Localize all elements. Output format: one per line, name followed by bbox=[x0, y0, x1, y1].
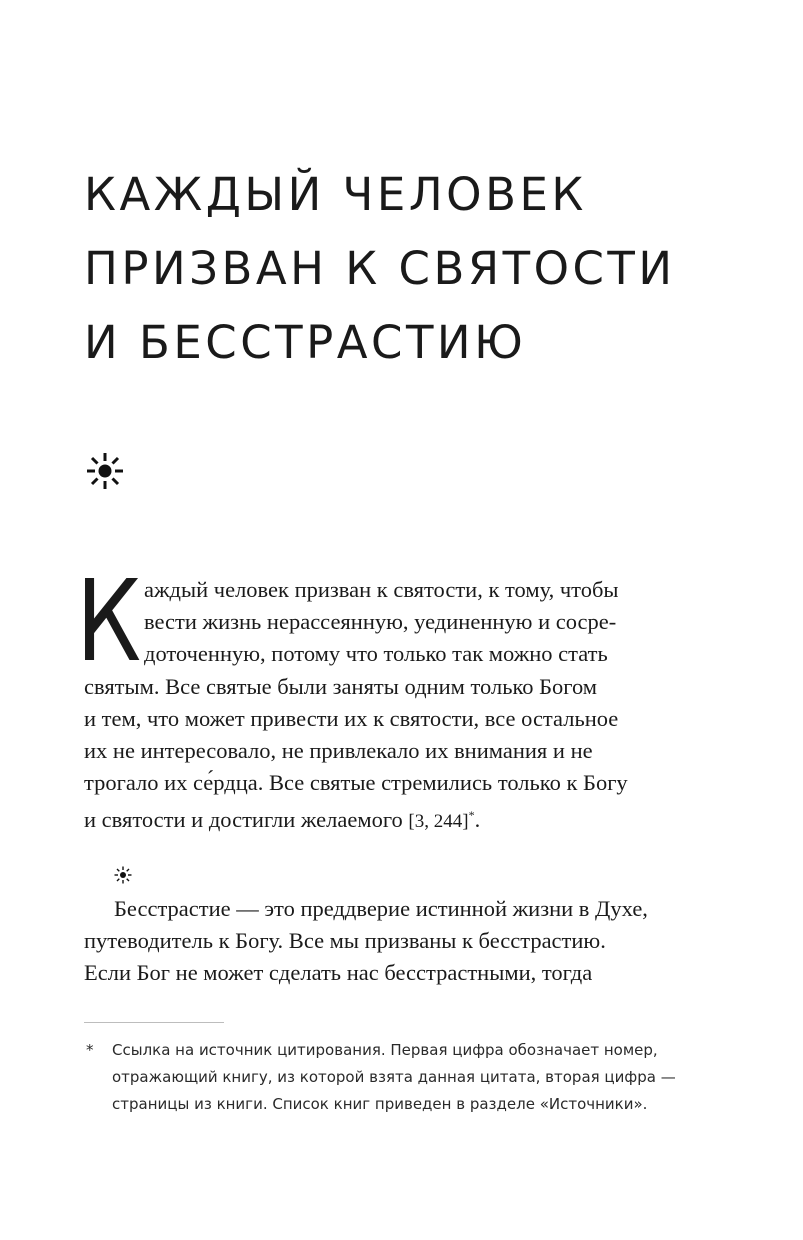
text-line: путеводитель к Богу. Все мы призваны к бесстрастию. bbox=[84, 928, 606, 954]
footnote-line: отражающий книгу, из которой взята данная цитата, вторая цифра — bbox=[112, 1068, 676, 1086]
text-fragment: и святости и достигли желаемого bbox=[84, 807, 409, 833]
text-line: трогало их се́рдца. Все святые стремились только к Богу bbox=[84, 770, 628, 796]
chapter-title bbox=[84, 158, 724, 380]
citation-reference bbox=[408, 808, 475, 833]
text-line: вести жизнь нерассеянную, уединенную и сосре- bbox=[144, 609, 617, 635]
footnote-mark: * bbox=[86, 1041, 94, 1059]
text-line: святым. Все святые были заняты одним только Богом bbox=[84, 673, 598, 699]
text-line: Если Бог не может сделать нас бесстрастными, тогда bbox=[84, 960, 593, 986]
chapter-title-line-2: ПРИЗВАН К СВЯТОСТИ bbox=[84, 242, 676, 296]
footnote-text bbox=[112, 1037, 684, 1118]
paragraph-1 bbox=[76, 557, 676, 839]
footnote-marker: * bbox=[468, 808, 475, 823]
text-line: аждый человек призван к святости, к тому, чтобы bbox=[144, 577, 619, 602]
citation-text: [3, 244] bbox=[408, 811, 469, 833]
text-line: и тем, что может привести их к святости, все остальное bbox=[84, 705, 619, 731]
paragraph-2 bbox=[84, 893, 676, 990]
chapter-title-line-1: КАЖДЫЙ ЧЕЛОВЕК bbox=[84, 168, 587, 222]
end-punctuation: . bbox=[474, 807, 481, 833]
text-line: их не интересовало, не привлекало их внимания и не bbox=[84, 738, 593, 764]
footnote bbox=[84, 1037, 684, 1118]
footnote-line: Ссылка на источник цитирования. Первая цифра обозначает номер, bbox=[112, 1041, 658, 1059]
chapter-title-line-3: И БЕССТРАСТИЮ bbox=[84, 316, 527, 370]
drop-cap: К bbox=[76, 557, 142, 687]
text-line: доточенную, потому что только так можно стать bbox=[144, 641, 608, 667]
text-line-last bbox=[84, 799, 676, 838]
sun-icon bbox=[86, 452, 124, 490]
footnote-divider bbox=[84, 1022, 224, 1023]
footnote-line: страницы из книги. Список книг приведен в разделе «Источники». bbox=[112, 1095, 648, 1113]
text-line: Бесстрастие — это преддверие истинной жизни в Духе, bbox=[114, 896, 648, 921]
small-sun-icon bbox=[114, 866, 132, 884]
